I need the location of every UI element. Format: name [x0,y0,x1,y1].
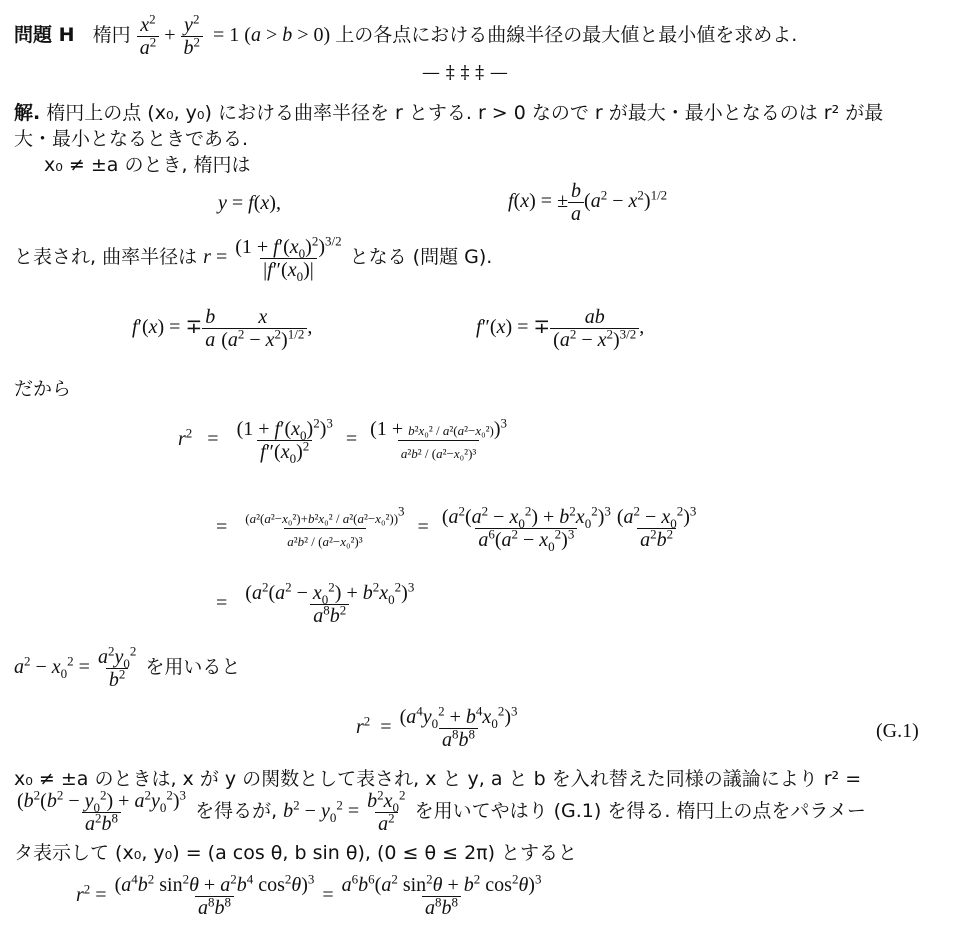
equation-y-fx: y = f(x), [218,192,281,214]
solution-p5: を用いると [145,656,241,679]
equation-r2-line2: = $\frac{(a^2(a^2-x_0^2)+b^2x_0^2 / a^2(a^2-x_0^2))^3}{\text{a²b² / (a²−x₀²)³}}$ = $\frac{(a^2(a^2 - x_0^2) + b^2x_0^2)^3}{a^6(a^2 - x_0^2)^3}$ $\frac{(a^2 - x_0^2)^3}{a^2b^2}$ [216,503,697,554]
ellipse-equation: $\frac{x^2}{a^2}$ + $\frac{y^2}{b^2}$ = 1 (a > b > 0) [137,24,335,46]
equation-fdoubleprime: f″(x) = ∓ $\frac{ab}{(a^2 - x^2)^{3/2}}$ , [476,306,645,351]
solution-p4: だから [14,378,72,400]
solution-p3b: となる (問題 G). [349,246,493,269]
equation-substitution: $a^2 - x_0^2$ = $\frac{a^2y_0^2}{b^2}$ [14,643,137,691]
problem-text-ellipse: 楕円 [92,24,131,47]
solution-p1: 楕円上の点 (x₀, y₀) における曲率半径を r とする. r > 0 なので r が最大・最小となるのは r² が最 [46,102,884,124]
solution-p8: タ表示して (x₀, y₀) = (a cos θ, b sin θ), (0 ≤ θ ≤ 2π) とすると [14,842,578,864]
solution-paragraph-3 [14,233,493,284]
equation-r2-line3: = $\frac{(a^2(a^2 - x_0^2) + b^2x_0^2)^3}{a^8b^2}$ [216,579,415,627]
solution-p7a: を得るが, [195,800,278,823]
problem-statement [14,11,798,59]
solution-label: 解. [14,102,41,124]
solution-p3a: と表され, 曲率半径は [14,246,198,269]
solution-p1b: 大・最小となるときである. [14,128,249,150]
equation-r2-alt: $\frac{(b^2(b^2 - y_0^2) + a^2y_0^2)^3}{a^2b^8}$ [17,787,187,835]
equation-fprime: f′(x) = ∓ $\frac{b}{a}$ $\frac{x}{(a^2 - x^2)^{1/2}}$ , [132,306,313,351]
solution-paragraph-1 [14,98,883,125]
equation-fx-def: f(x) = ± $\frac{b}{a}$ $(a^2 - x^2)^{1/2}$ [508,180,668,225]
ornament-divider: — ‡ ‡ ‡ — [422,62,508,83]
solution-p7b: を用いてやはり (G.1) を得る. 楕円上の点をパラメー [414,800,866,823]
solution-paragraph-7 [14,787,866,835]
solution-p2: x₀ ≠ ±a のとき, 楕円は [44,154,251,176]
solution-paragraph-5 [14,643,241,691]
equation-parametric: $r^2$ = $\frac{(a^4b^2 \sin^2\theta + a^2b^4 \cos^2\theta)^3}{a^8b^8}$ = $\frac{a^6b^6(a^2 \sin^2\theta + b^2 \cos^2\theta)^3}{a^8b^8}$ [76,871,542,919]
equation-tag-g1: (G.1) [876,720,919,742]
equation-substitution-b: $b^2 - y_0^2$ = $\frac{b^2x_0^2}{a^2}$ [283,787,406,835]
equation-radius: r = $\frac{(1 + f'(x_0)^2)^{3/2}}{|f''(x_0)|}$ [203,233,342,284]
equation-g1: $r^2$ = $\frac{(a^4y_0^2 + b^4x_0^2)^3}{a^8b^8}$ [356,703,518,751]
problem-text-rest: 上の各点における曲線半径の最大値と最小値を求めよ. [335,24,798,47]
solution-p6: x₀ ≠ ±a のときは, x が y の関数として表され, x と y, a と b を入れ替えた同様の議論により r² = [14,768,862,790]
problem-label: 問題 H [14,24,75,47]
equation-r2-line1: $r^2$ = $\frac{(1 + f'(x_0)^2)^3}{f''(x_0)^2}$ = $\frac{(1 + b^2x_0^2 / a^2(a^2-x_0^2))^3}{\text{a²b² / (a²−x₀²)³}}$ [178,415,508,466]
